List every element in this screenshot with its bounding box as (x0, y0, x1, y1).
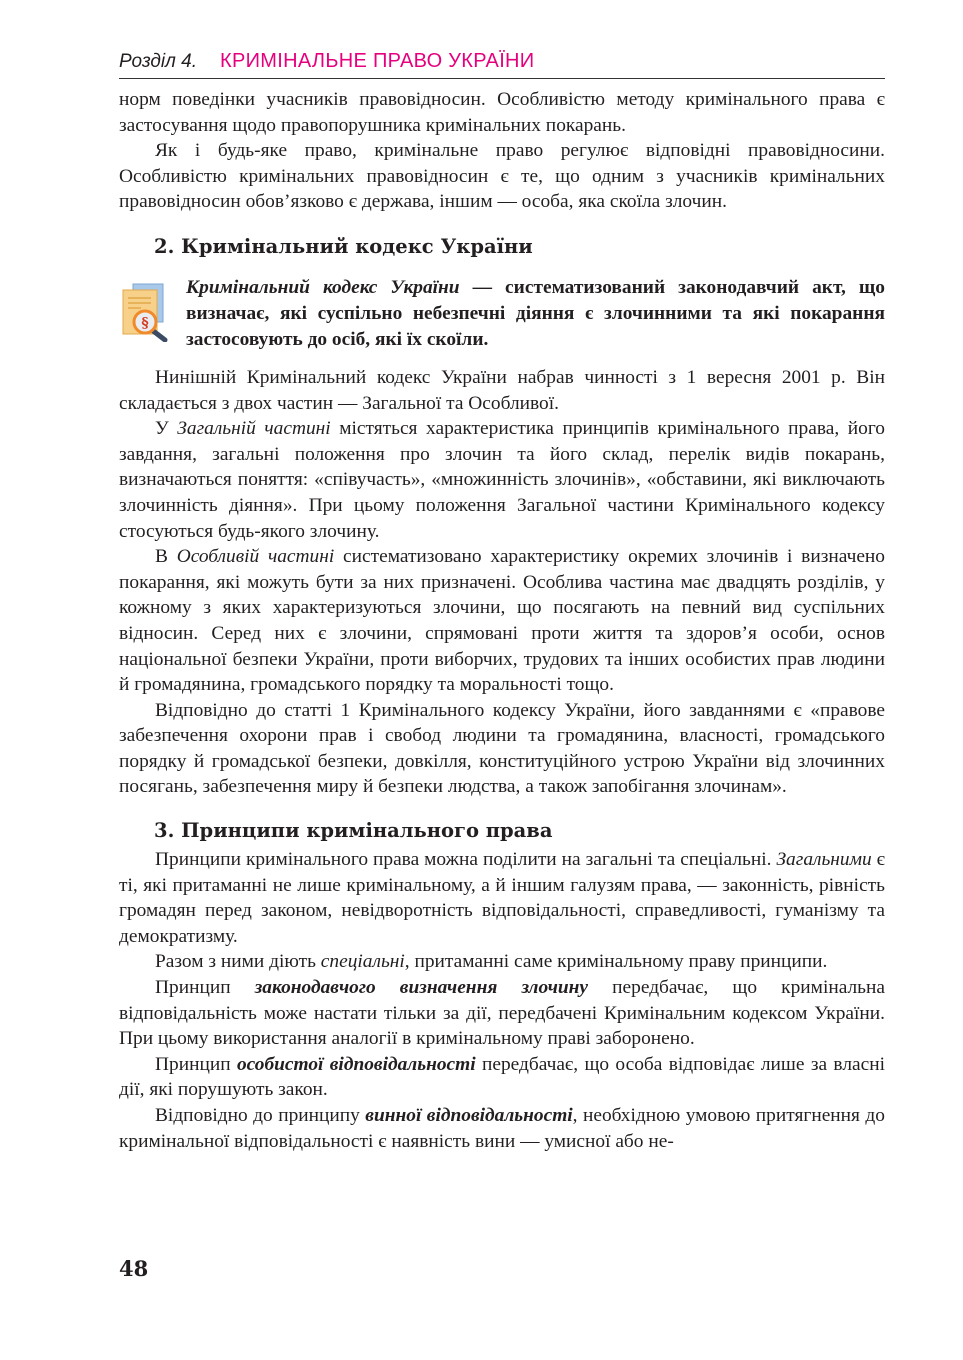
paragraph: норм поведінки учасників правовідносин. Особливістю методу кримінального права є застосування щодо правопорушника кримінальних покарань. (119, 89, 885, 136)
bold-italic-term: винної відповідальності (365, 1105, 573, 1126)
paragraph (119, 975, 885, 1052)
paragraph (119, 949, 885, 975)
bold-italic-term: законодавчого визначення злочину (254, 977, 589, 999)
paragraph: Як і будь-яке право, кримінальне право регулює відповідні правовідносини. Особливістю кримінальних правовідносин є те, що одним з учасників кримінальних правовідносин обов’язково є держава, іншим — особа, яка скоїла злочин. (119, 140, 885, 213)
svg-text:§: § (141, 315, 149, 332)
paragraph (119, 1052, 885, 1103)
paragraph (119, 1103, 885, 1154)
page-number: 48 (119, 1256, 149, 1281)
section-heading: 2. Кримінальний кодекс України (154, 234, 533, 258)
definition-term: Кримінальний кодекс України (186, 276, 460, 298)
paragraph: Нинішній Кримінальний кодекс України набрав чинності з 1 вересня 2001 р. Він складається з двох частин — Загальної та Особливої. (119, 366, 885, 414)
law-document-magnifier-icon (119, 282, 171, 342)
text-run: У (155, 418, 178, 440)
text-run: , необхідною умовою притягнення до кримінальної відповідальності є наявність вини — умисної або не- (119, 1105, 885, 1152)
bold-italic-term: особистої відповідальності (236, 1053, 476, 1075)
definition-text: — систематизований законодавчий акт, що визначає, які суспільно небезпечні діяння є злочинними та які покарання застосовують до осіб, які їх скоїли. (186, 276, 885, 350)
definition-box (119, 275, 885, 353)
italic-term: Особливій частині (176, 546, 335, 568)
text-run: передбачає, що особа відповідає лише за власні дії, які порушують закон. (119, 1053, 885, 1101)
paragraph: Відповідно до статті 1 Кримінального кодексу України, його завданнями є «правове забезпечення охорони прав і свобод людини та громадянина, власності, громадського порядку й громадської безпеки, довкілля, конституційного устрою України від злочинних посягань, забезпечення миру й безпеки людства, а також запобігання злочинам». (119, 699, 885, 798)
italic-term: Загальними (776, 849, 872, 871)
section-heading: 3. Принципи кримінального права (154, 819, 553, 843)
text-run: Принцип (155, 977, 255, 999)
text-run: Разом з ними діють (155, 951, 321, 973)
italic-term: Загальній частині (177, 418, 331, 440)
paragraph (119, 847, 885, 949)
running-header (119, 48, 885, 79)
chapter-title: КРИМІНАЛЬНЕ ПРАВО УКРАЇНИ (220, 50, 535, 72)
italic-term: спеціальні (320, 951, 405, 973)
text-run: систематизовано характеристику окремих злочинів і визначено покарання, які можуть бути за них призначені. Особлива частина має двадцять розділів, у кожному з яких характеризуються злочини, що посягають на певний вид суспільних відносин. Серед них є злочини, спрямовані проти життя та здоров’я особи, основ національної безпеки України, проти виборчих, трудових та інших особистих прав людини й громадянина, громадського порядку та моральності тощо. (119, 546, 886, 696)
text-run: Відповідно до принципу (155, 1105, 366, 1126)
paragraph (119, 544, 885, 698)
text-run: містяться характеристика принципів кримінального права, його завдання, загальні положення про злочин та його склад, перелік видів покарань, визначаються поняття: «співучасть», «множинність злочинів», «обставини, які виключають злочинність діяння». При цьому положення Загальної частини Кримінального кодексу стосуються будь-якого злочину. (119, 418, 885, 542)
text-run: Принципи кримінального права можна поділити на загальні та спеціальні. (155, 849, 777, 871)
text-run: В (155, 546, 177, 568)
section-label: Розділ 4. (119, 51, 197, 72)
text-run: , притаманні саме кримінальному праву принципи. (404, 951, 828, 973)
paragraph (119, 416, 885, 544)
main-text (119, 87, 885, 1154)
text-run: Принцип (155, 1053, 237, 1075)
text-run: передбачає, що кримінальна відповідальність може настати тільки за дії, передбачені Кримінальним кодексом України. При цьому використання аналогії в кримінальному праві заборонено. (119, 977, 885, 1050)
text-run: є ті, які притаманні не лише кримінальному, а й іншим галузям права, — законність, рівність громадян перед законом, невідворотність відповідальності, справедливості, гуманізму та демократизму. (119, 849, 885, 947)
